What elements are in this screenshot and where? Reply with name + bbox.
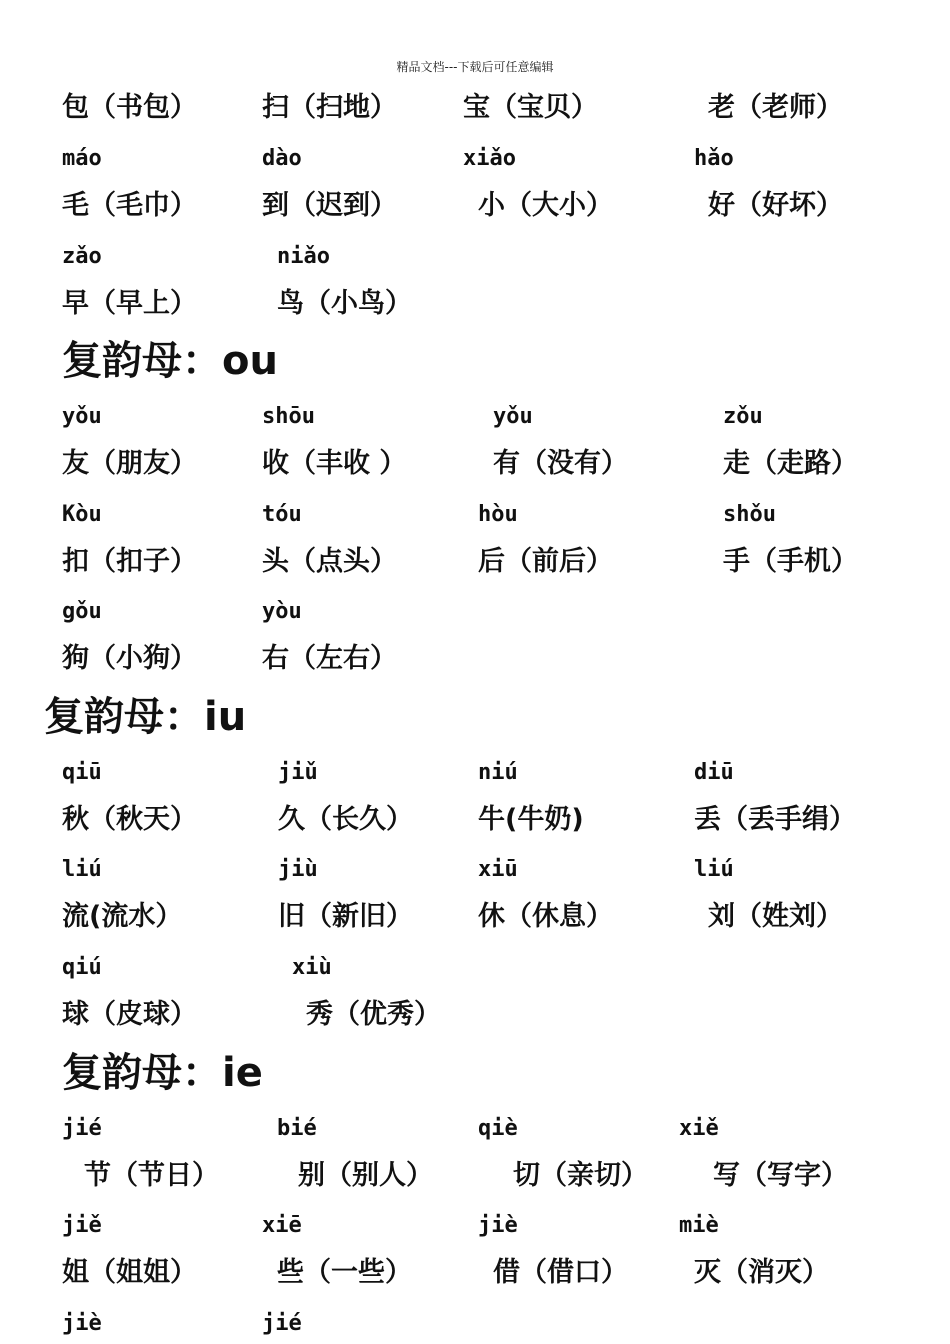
pinyin-text: hǎo — [694, 146, 734, 171]
hanzi-word: 切（亲切） — [513, 1160, 648, 1191]
hanzi-word: 宝（宝贝） — [463, 92, 598, 123]
hanzi-word: 收（丰收 ） — [262, 448, 407, 479]
hanzi-word: 旧（新旧） — [278, 901, 413, 932]
hanzi-word: 秀（优秀） — [306, 999, 441, 1030]
pinyin-text: bié — [277, 1116, 317, 1141]
pinyin-text: liú — [62, 857, 102, 882]
pinyin-text: jiǔ — [278, 760, 318, 785]
hanzi-word: 写（写字） — [713, 1160, 848, 1191]
hanzi-word: 扫（扫地） — [262, 92, 397, 123]
pinyin-text: jiè — [62, 1311, 102, 1336]
pinyin-text: dào — [262, 146, 302, 171]
pinyin-text: jiù — [278, 857, 318, 882]
pinyin-text: shōu — [262, 404, 315, 429]
hanzi-word: 别（别人） — [298, 1160, 433, 1191]
hanzi-word: 些（一些） — [277, 1257, 412, 1288]
pinyin-text: shǒu — [723, 502, 776, 527]
hanzi-word: 老（老师） — [708, 92, 843, 123]
hanzi-word: 灭（消灭） — [694, 1257, 829, 1288]
pinyin-text: xiē — [262, 1213, 302, 1238]
hanzi-word: 秋（秋天） — [62, 804, 197, 835]
hanzi-word: 牛(牛奶) — [478, 804, 584, 835]
hanzi-word: 狗（小狗） — [62, 643, 197, 674]
hanzi-word: 好（好坏） — [708, 190, 843, 221]
pinyin-text: niǎo — [277, 244, 330, 269]
hanzi-word: 鸟（小鸟） — [277, 288, 412, 319]
section-heading: 复韵母：ie — [62, 1050, 263, 1096]
hanzi-word: 久（长久） — [278, 804, 413, 835]
pinyin-text: niú — [478, 760, 518, 785]
hanzi-word: 丢（丢手绢） — [694, 804, 856, 835]
pinyin-text: zǎo — [62, 244, 102, 269]
hanzi-word: 后（前后） — [478, 546, 613, 577]
pinyin-text: Kòu — [62, 502, 102, 527]
hanzi-word: 小（大小） — [478, 190, 613, 221]
pinyin-text: jiè — [478, 1213, 518, 1238]
pinyin-text: liú — [694, 857, 734, 882]
hanzi-word: 友（朋友） — [62, 448, 197, 479]
hanzi-word: 扣（扣子） — [62, 546, 197, 577]
pinyin-text: xiū — [478, 857, 518, 882]
pinyin-text: yòu — [262, 599, 302, 624]
hanzi-word: 包（书包） — [62, 92, 197, 123]
pinyin-text: yǒu — [62, 404, 102, 429]
hanzi-word: 有（没有） — [493, 448, 628, 479]
hanzi-word: 右（左右） — [262, 643, 397, 674]
pinyin-text: jié — [262, 1311, 302, 1336]
pinyin-text: xiǎo — [463, 146, 516, 171]
hanzi-word: 球（皮球） — [62, 999, 197, 1030]
pinyin-text: tóu — [262, 502, 302, 527]
section-heading: 复韵母：iu — [44, 694, 247, 740]
hanzi-word: 休（休息） — [478, 901, 613, 932]
hanzi-word: 姐（姐姐） — [62, 1257, 197, 1288]
pinyin-text: qiè — [478, 1116, 518, 1141]
pinyin-text: jié — [62, 1116, 102, 1141]
section-heading: 复韵母：ou — [62, 338, 278, 384]
pinyin-text: gǒu — [62, 599, 102, 624]
hanzi-word: 流(流水） — [62, 901, 183, 932]
hanzi-word: 借（借口） — [493, 1257, 628, 1288]
hanzi-word: 节（节日） — [84, 1160, 219, 1191]
page-header: 精品文档---下载后可任意编辑 — [396, 60, 554, 74]
pinyin-text: yǒu — [493, 404, 533, 429]
hanzi-word: 走（走路） — [723, 448, 858, 479]
pinyin-text: hòu — [478, 502, 518, 527]
hanzi-word: 到（迟到） — [262, 190, 397, 221]
pinyin-text: máo — [62, 146, 102, 171]
hanzi-word: 刘（姓刘） — [708, 901, 843, 932]
hanzi-word: 手（手机） — [723, 546, 858, 577]
hanzi-word: 早（早上） — [62, 288, 197, 319]
pinyin-text: jiě — [62, 1213, 102, 1238]
hanzi-word: 毛（毛巾） — [62, 190, 197, 221]
pinyin-text: qiú — [62, 955, 102, 980]
pinyin-text: xiù — [292, 955, 332, 980]
pinyin-text: xiě — [679, 1116, 719, 1141]
pinyin-text: qiū — [62, 760, 102, 785]
pinyin-text: diū — [694, 760, 734, 785]
hanzi-word: 头（点头） — [262, 546, 397, 577]
pinyin-text: miè — [679, 1213, 719, 1238]
pinyin-text: zǒu — [723, 404, 763, 429]
